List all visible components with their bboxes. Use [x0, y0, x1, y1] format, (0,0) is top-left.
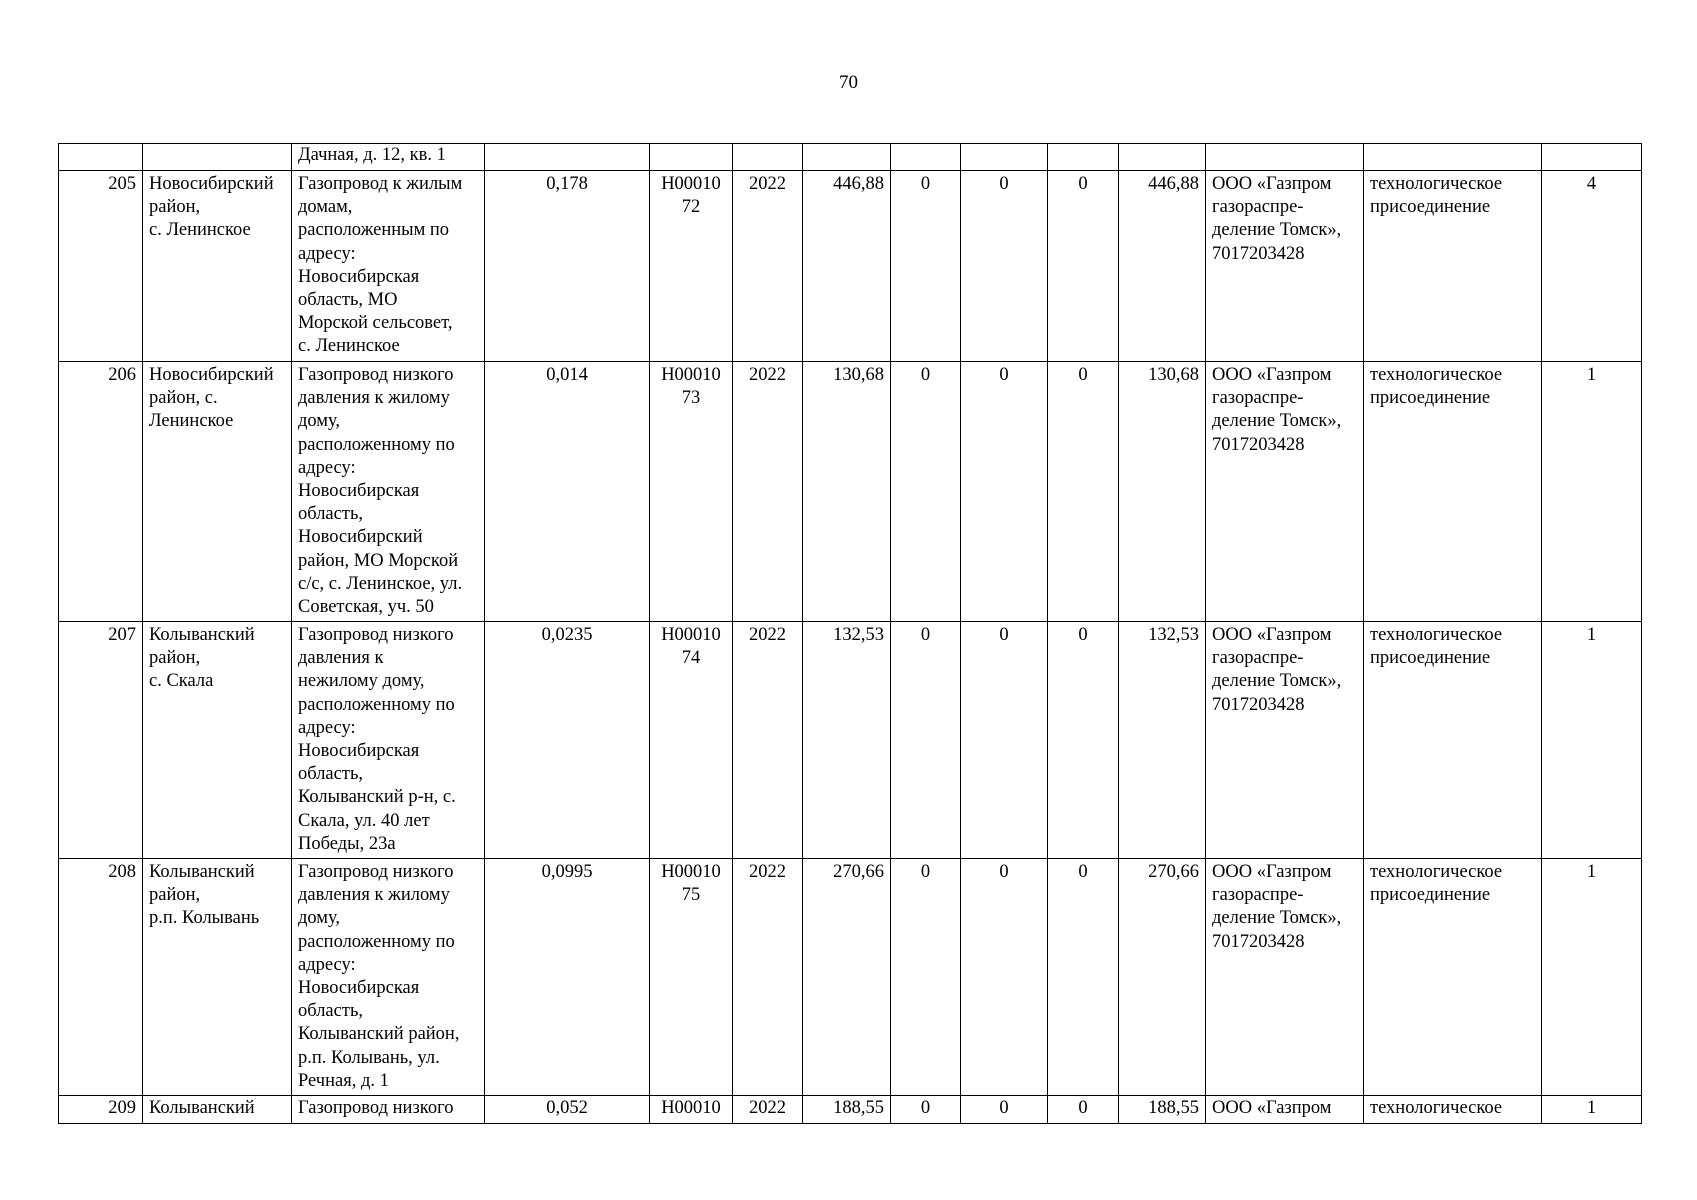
cell-v4	[1119, 144, 1206, 171]
cell-v2	[961, 144, 1048, 171]
cell-last: 4	[1542, 171, 1642, 362]
table-row	[59, 859, 1642, 1096]
cell-length: 0,052	[485, 1096, 650, 1124]
cell-total	[803, 144, 891, 171]
cell-v1	[891, 144, 961, 171]
cell-org: ООО «Газпром	[1206, 1096, 1364, 1124]
table-row	[59, 171, 1642, 362]
cell-basis: технологическое присоединение	[1364, 362, 1542, 622]
cell-year: 2022	[733, 362, 803, 622]
registry-table	[58, 143, 1642, 1124]
cell-v3: 0	[1048, 859, 1119, 1096]
cell-basis: технологическое	[1364, 1096, 1542, 1124]
cell-basis	[1364, 144, 1542, 171]
cell-v2: 0	[961, 859, 1048, 1096]
cell-code: Н00010 72	[650, 171, 733, 362]
cell-v1: 0	[891, 171, 961, 362]
cell-last: 1	[1542, 622, 1642, 859]
cell-v3: 0	[1048, 622, 1119, 859]
cell-last: 1	[1542, 1096, 1642, 1124]
table-row	[59, 362, 1642, 622]
cell-v3	[1048, 144, 1119, 171]
cell-v2: 0	[961, 1096, 1048, 1124]
cell-num: 208	[59, 859, 143, 1096]
cell-object: Газопровод низкого	[292, 1096, 485, 1124]
cell-district	[143, 144, 292, 171]
cell-district: Колыванский	[143, 1096, 292, 1124]
cell-code: Н00010	[650, 1096, 733, 1124]
cell-v1: 0	[891, 622, 961, 859]
cell-district: Колыванский район, с. Скала	[143, 622, 292, 859]
cell-v2: 0	[961, 171, 1048, 362]
cell-length: 0,0235	[485, 622, 650, 859]
cell-district: Колыванский район, р.п. Колывань	[143, 859, 292, 1096]
cell-district: Новосибирский район, с. Ленинское	[143, 171, 292, 362]
cell-last: 1	[1542, 362, 1642, 622]
cell-object: Газопровод низкого давления к жилому дому, расположенному по адресу: Новосибирская область, Новосибирский район, МО Морской с/с, с. Ленинское, ул. Советская, уч. 50	[292, 362, 485, 622]
cell-org: ООО «Газпром газораспре- деление Томск», 7017203428	[1206, 362, 1364, 622]
cell-org	[1206, 144, 1364, 171]
cell-v4: 132,53	[1119, 622, 1206, 859]
cell-total: 446,88	[803, 171, 891, 362]
cell-v1: 0	[891, 362, 961, 622]
cell-year: 2022	[733, 171, 803, 362]
cell-v4: 270,66	[1119, 859, 1206, 1096]
table-row-continuation	[59, 144, 1642, 171]
cell-length: 0,0995	[485, 859, 650, 1096]
registry-table-body	[59, 144, 1642, 1124]
cell-district: Новосибирский район, с. Ленинское	[143, 362, 292, 622]
table-row	[59, 622, 1642, 859]
cell-num: 206	[59, 362, 143, 622]
cell-last: 1	[1542, 859, 1642, 1096]
cell-num	[59, 144, 143, 171]
cell-total: 270,66	[803, 859, 891, 1096]
cell-year: 2022	[733, 622, 803, 859]
cell-basis: технологическое присоединение	[1364, 622, 1542, 859]
cell-last	[1542, 144, 1642, 171]
cell-num: 207	[59, 622, 143, 859]
cell-code: Н00010 73	[650, 362, 733, 622]
cell-v1: 0	[891, 1096, 961, 1124]
cell-code: Н00010 74	[650, 622, 733, 859]
cell-object: Дачная, д. 12, кв. 1	[292, 144, 485, 171]
cell-v2: 0	[961, 362, 1048, 622]
cell-total: 188,55	[803, 1096, 891, 1124]
cell-v3: 0	[1048, 362, 1119, 622]
cell-total: 132,53	[803, 622, 891, 859]
cell-length	[485, 144, 650, 171]
cell-code: Н00010 75	[650, 859, 733, 1096]
cell-org: ООО «Газпром газораспре- деление Томск», 7017203428	[1206, 859, 1364, 1096]
cell-year	[733, 144, 803, 171]
cell-code	[650, 144, 733, 171]
cell-total: 130,68	[803, 362, 891, 622]
cell-org: ООО «Газпром газораспре- деление Томск», 7017203428	[1206, 622, 1364, 859]
cell-object: Газопровод к жилым домам, расположенным по адресу: Новосибирская область, МО Морской сельсовет, с. Ленинское	[292, 171, 485, 362]
cell-length: 0,178	[485, 171, 650, 362]
page-number: 70	[839, 72, 858, 93]
cell-basis: технологическое присоединение	[1364, 171, 1542, 362]
cell-v1: 0	[891, 859, 961, 1096]
cell-v3: 0	[1048, 171, 1119, 362]
cell-object: Газопровод низкого давления к нежилому дому, расположенному по адресу: Новосибирская область, Колыванский р-н, с. Скала, ул. 40 лет Победы, 23а	[292, 622, 485, 859]
cell-v4: 130,68	[1119, 362, 1206, 622]
cell-num: 205	[59, 171, 143, 362]
cell-org: ООО «Газпром газораспре- деление Томск», 7017203428	[1206, 171, 1364, 362]
cell-v4: 446,88	[1119, 171, 1206, 362]
cell-v3: 0	[1048, 1096, 1119, 1124]
cell-v2: 0	[961, 622, 1048, 859]
cell-year: 2022	[733, 859, 803, 1096]
cell-object: Газопровод низкого давления к жилому дому, расположенному по адресу: Новосибирская область, Колыванский район, р.п. Колывань, ул. Речная, д. 1	[292, 859, 485, 1096]
cell-year: 2022	[733, 1096, 803, 1124]
table-row	[59, 1096, 1642, 1124]
cell-basis: технологическое присоединение	[1364, 859, 1542, 1096]
cell-length: 0,014	[485, 362, 650, 622]
cell-num: 209	[59, 1096, 143, 1124]
cell-v4: 188,55	[1119, 1096, 1206, 1124]
